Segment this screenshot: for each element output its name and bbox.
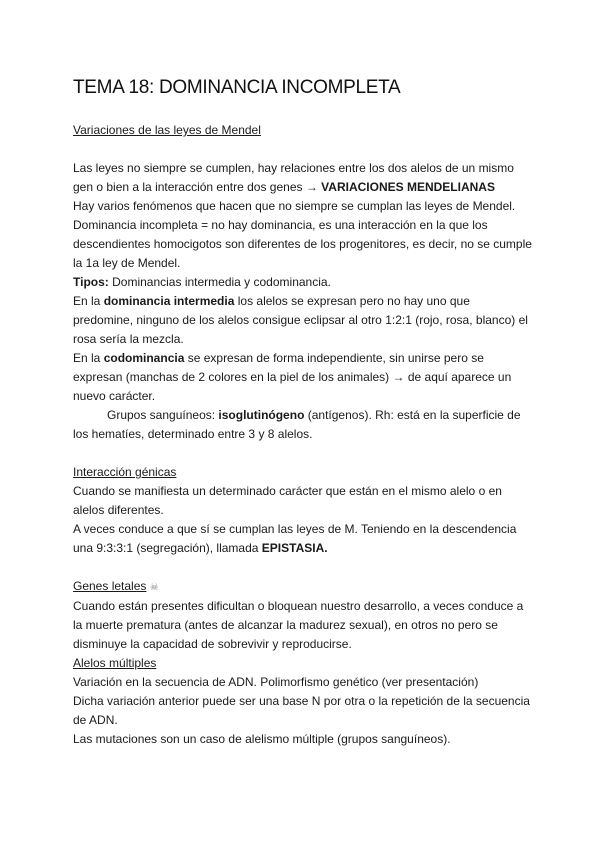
paragraph [73,159,533,197]
text: Grupos sanguíneos: [107,408,219,422]
paragraph: Las mutaciones son un caso de alelismo múltiple (grupos sanguíneos). [73,732,451,746]
paragraph [73,520,533,558]
text: En la [73,351,104,365]
spacer [73,140,533,159]
bold-term: codominancia [103,351,185,365]
bold-term: EPISTASIA. [261,541,328,555]
bold-term: isoglutinógeno [218,408,305,422]
bold-term: dominancia intermedia [103,294,235,308]
paragraph: Variación en la secuencia de ADN. Polimorfismo genético (ver presentación) [73,675,479,689]
text: A veces conduce a que sí se cumplan las leyes de M. Teniendo en la descendencia una 9:3:3:1 (segregación), llamada [73,522,517,555]
paragraph: Cuando se manifiesta un determinado carácter que están en el mismo alelo o en alelos diferentes. [73,484,502,517]
section-heading-interaccion: Interacción génicas [73,465,177,479]
paragraph [73,273,533,292]
paragraph [73,406,533,444]
paragraph [73,349,533,406]
text: Las leyes no siempre se cumplen, hay relaciones entre los dos alelos de un mismo gen o bien a la interacción entre dos genes → [73,161,514,194]
paragraph [73,292,533,349]
document-body [73,121,533,749]
paragraph: Hay varios fenómenos que hacen que no siempre se cumplan las leyes de Mendel. [73,199,516,213]
text: (antígenos). Rh: está en la superficie de los hematíes, determinado entre 3 y 8 alelos. [73,408,521,441]
text: Dominancias intermedia y codominancia. [108,275,331,289]
bold-term: VARIACIONES MENDELIANAS [321,180,495,194]
text: En la [73,294,104,308]
paragraph: Cuando están presentes dificultan o bloquean nuestro desarrollo, a veces conduce a la muerte prematura (antes de alcanzar la madurez sexual), en otros no pero se disminuye la capacidad de sobrevivir y reproducirse. [73,599,524,651]
paragraph: Dominancia incompleta = no hay dominancia, es una interacción en la que los descendientes homocigotos son diferentes de los progenitores, es decir, no se cumple la 1a ley de Mendel. [73,218,532,270]
section-heading-variaciones: Variaciones de las leyes de Mendel [73,123,261,137]
section-heading-genes-letales-row [73,577,533,597]
spacer [73,558,533,577]
bold-term: Tipos: [73,275,109,289]
skull-crossbones-icon: ☠ [149,582,159,593]
text: se expresan de forma independiente, sin unirse pero se expresan (manchas de 2 colores en la piel de los animales) → de aquí aparece un nuevo carácter. [73,351,512,403]
section-heading-genes-letales: Genes letales [73,579,147,593]
text: los alelos se expresan pero no hay uno que predomine, ninguno de los alelos consigue eclipsar al otro 1:2:1 (rojo, rosa, blanco) el rosa sería la mezcla. [73,294,528,346]
section-heading-alelos: Alelos múltiples [73,656,157,670]
page-title: TEMA 18: DOMINANCIA INCOMPLETA [73,77,401,98]
paragraph: Dicha variación anterior puede ser una base N por otra o la repetición de la secuencia de ADN. [73,694,530,727]
spacer [73,444,533,463]
